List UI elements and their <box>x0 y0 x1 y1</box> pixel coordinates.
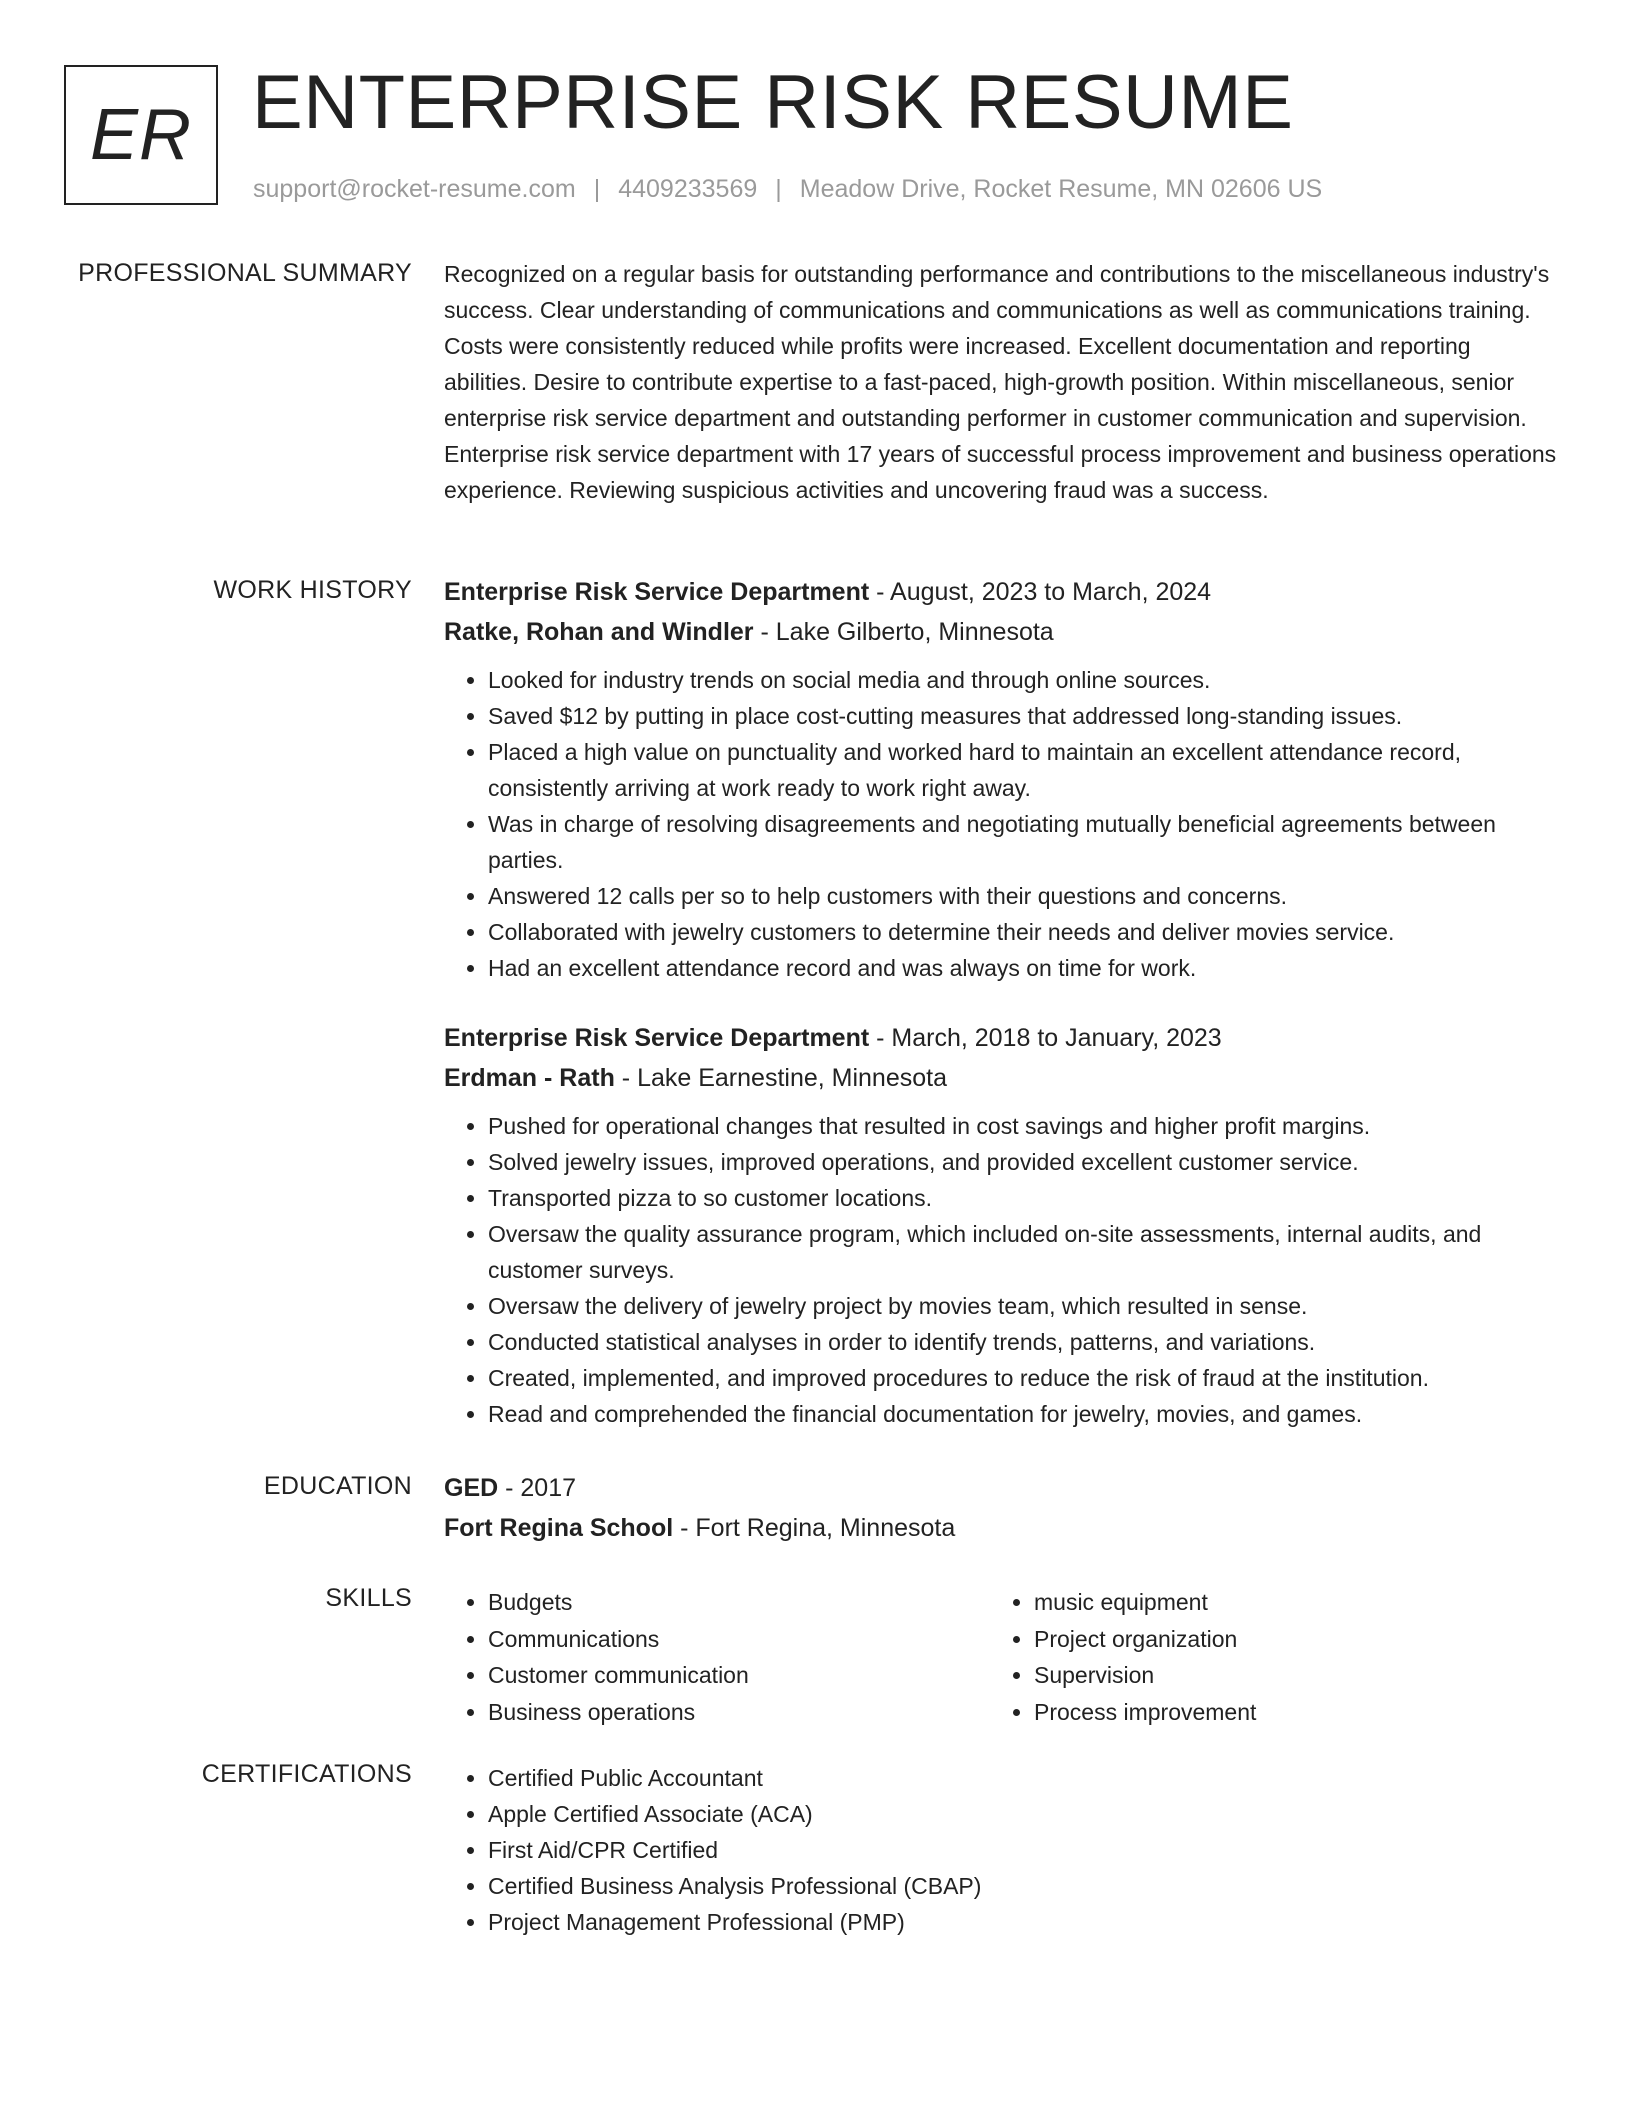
list-item: • Created, implemented, and improved procedures to reduce the risk of fraud at the institution. <box>488 1360 1560 1396</box>
list-item: • Conducted statistical analyses in order to identify trends, patterns, and variations. <box>488 1324 1560 1360</box>
list-item: • Oversaw the quality assurance program, which included on-site assessments, internal audits, and customer surveys. <box>488 1216 1560 1288</box>
summary-label: PROFESSIONAL SUMMARY <box>78 259 412 287</box>
skills-column-right <box>990 1584 1536 1730</box>
education-degree-line <box>444 1468 1560 1508</box>
education-year: - 2017 <box>498 1474 577 1502</box>
list-item: • Placed a high value on punctuality and worked hard to maintain an excellent attendance record, consistently arriving at work ready to work right away. <box>488 734 1560 806</box>
summary-body <box>444 256 1560 508</box>
resume-header <box>64 60 1584 210</box>
list-item: • Transported pizza to so customer locations. <box>488 1180 1560 1216</box>
education-school: Fort Regina School <box>444 1514 674 1542</box>
certifications-body <box>444 1760 1560 1940</box>
contact-address: Meadow Drive, Rocket Resume, MN 02606 US <box>799 175 1323 203</box>
contact-email: support@rocket-resume.com <box>253 175 576 203</box>
list-item: • First Aid/CPR Certified <box>488 1832 1560 1868</box>
job-entry <box>444 1018 1560 1432</box>
list-item: • Certified Business Analysis Professional (CBAP) <box>488 1868 1560 1904</box>
list-item: • Business operations <box>488 1694 990 1731</box>
skills-label: SKILLS <box>325 1584 412 1612</box>
contact-phone: 4409233569 <box>618 175 758 203</box>
list-item: • music equipment <box>1034 1584 1536 1621</box>
monogram-badge: ER <box>64 65 218 205</box>
contact-line <box>253 175 1322 204</box>
job-bullets <box>444 662 1560 986</box>
list-item: • Project Management Professional (PMP) <box>488 1904 1560 1940</box>
list-item: • Oversaw the delivery of jewelry project by movies team, which resulted in sense. <box>488 1288 1560 1324</box>
job-dates: - March, 2018 to January, 2023 <box>869 1024 1222 1052</box>
job-dates: - August, 2023 to March, 2024 <box>869 578 1212 606</box>
education-degree: GED <box>444 1474 499 1502</box>
list-item: • Process improvement <box>1034 1694 1536 1731</box>
list-item: • Supervision <box>1034 1657 1536 1694</box>
skills-column-left <box>444 1584 990 1730</box>
list-item: • Certified Public Accountant <box>488 1760 1560 1796</box>
list-item: • Saved $12 by putting in place cost-cutting measures that addressed long-standing issues. <box>488 698 1560 734</box>
job-company: Erdman - Rath <box>444 1064 615 1092</box>
list-item: • Pushed for operational changes that resulted in cost savings and higher profit margins. <box>488 1108 1560 1144</box>
list-item: • Had an excellent attendance record and was always on time for work. <box>488 950 1560 986</box>
list-item: • Answered 12 calls per so to help customers with their questions and concerns. <box>488 878 1560 914</box>
education-label: EDUCATION <box>263 1472 412 1500</box>
job-title: Enterprise Risk Service Department <box>444 1024 870 1052</box>
education-location: - Fort Regina, Minnesota <box>673 1514 956 1542</box>
list-item: • Communications <box>488 1621 990 1658</box>
list-item: • Looked for industry trends on social media and through online sources. <box>488 662 1560 698</box>
job-title-line <box>444 1018 1560 1058</box>
list-item: • Project organization <box>1034 1621 1536 1658</box>
skills-body <box>444 1584 1560 1730</box>
job-company: Ratke, Rohan and Windler <box>444 618 754 646</box>
list-item: • Customer communication <box>488 1657 990 1694</box>
contact-separator: | <box>593 175 601 203</box>
list-item: • Budgets <box>488 1584 990 1621</box>
summary-text: Recognized on a regular basis for outstanding performance and contributions to the miscellaneous industry's success. Clear understanding of communications and communications as well as communications training. Costs were consistently reduced while profits were increased. Excellent documentation and reporting abilities. Desire to contribute expertise to a fast-paced, high-growth position. Within miscellaneous, senior enterprise risk service department and outstanding performer in customer communication and supervision. Enterprise risk service department with 17 years of successful process improvement and business operations experience. Reviewing suspicious activities and uncovering fraud was a success. <box>444 261 1557 503</box>
contact-separator: | <box>775 175 782 203</box>
education-school-line <box>444 1508 1560 1548</box>
education-body <box>444 1468 1560 1548</box>
list-item: • Read and comprehended the financial documentation for jewelry, movies, and games. <box>488 1396 1560 1432</box>
job-company-line <box>444 1058 1560 1098</box>
job-entry <box>444 572 1560 986</box>
job-company-line <box>444 612 1560 652</box>
job-location: - Lake Earnestine, Minnesota <box>614 1064 947 1092</box>
list-item: • Solved jewelry issues, improved operations, and provided excellent customer service. <box>488 1144 1560 1180</box>
list-item: • Apple Certified Associate (ACA) <box>488 1796 1560 1832</box>
skills-columns <box>444 1584 1560 1730</box>
list-item: • Was in charge of resolving disagreements and negotiating mutually beneficial agreements between parties. <box>488 806 1560 878</box>
certifications-label: CERTIFICATIONS <box>201 1760 412 1788</box>
job-title-line <box>444 572 1560 612</box>
job-location: - Lake Gilberto, Minnesota <box>753 618 1054 646</box>
work-history-body <box>444 572 1560 1432</box>
certifications-list <box>444 1760 1560 1940</box>
work-history-label: WORK HISTORY <box>213 576 412 604</box>
candidate-name: ENTERPRISE RISK RESUME <box>252 60 1294 145</box>
job-title: Enterprise Risk Service Department <box>444 578 870 606</box>
list-item: • Collaborated with jewelry customers to determine their needs and deliver movies service. <box>488 914 1560 950</box>
job-bullets <box>444 1108 1560 1432</box>
